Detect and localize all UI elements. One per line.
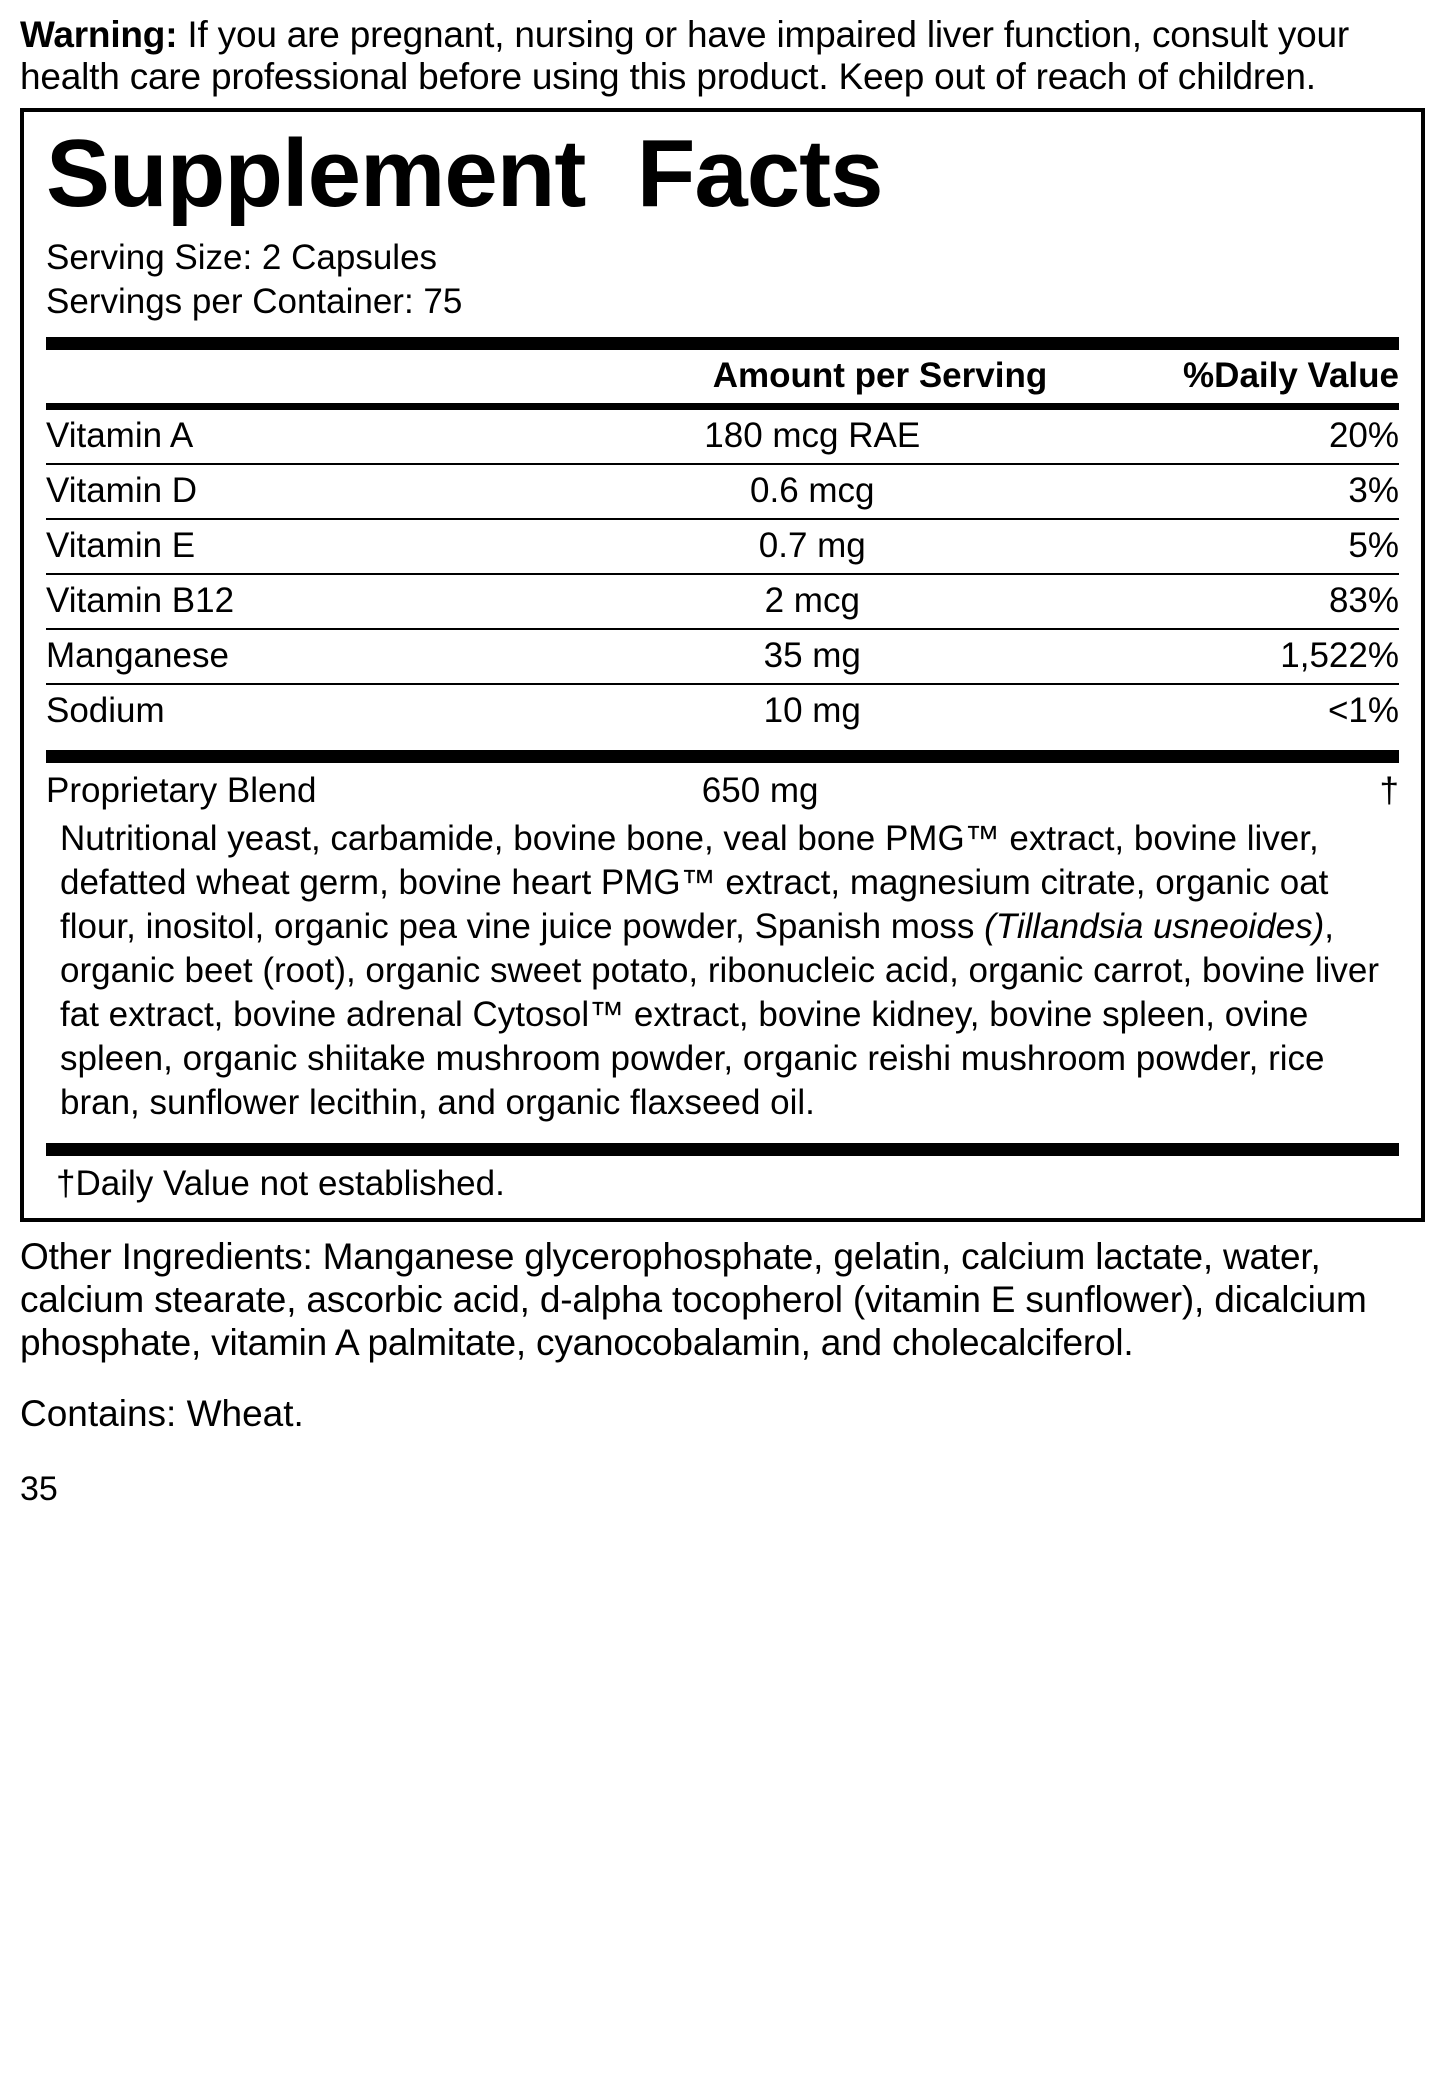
blend-daily-value: †: [1379, 770, 1399, 810]
blend-amount: 650 mg: [701, 770, 819, 810]
nutrient-name: Vitamin E: [46, 519, 533, 574]
nutrient-daily-value: 20%: [1328, 415, 1399, 455]
table-row: [46, 684, 1399, 738]
blend-ingredient-list: [46, 817, 1399, 1132]
header-daily-value: %Daily Value: [1183, 355, 1399, 395]
contains-statement: Contains: Wheat.: [20, 1392, 304, 1434]
blend-ingredients-part2: , organic beet (root), organic sweet potato, ribonucleic acid, organic carrot, bovine liver fat extract, bovine adrenal Cytosol™ extract, bovine kidney, bovine spleen, ovine spleen, organic shiitake mushroom powder, organic reishi mushroom powder, rice bran, sunflower lecithin, and organic flaxseed oil.: [60, 906, 1380, 1123]
nutrient-name: Vitamin D: [46, 464, 533, 519]
nutrient-name: Vitamin A: [46, 415, 194, 455]
nutrient-name: Vitamin B12: [46, 574, 533, 629]
nutrition-table: [46, 350, 1399, 403]
nutrient-name: Sodium: [46, 684, 533, 738]
nutrient-amount: 0.7 mg: [533, 519, 1092, 574]
divider-heavy-top: [46, 337, 1399, 350]
table-row: [46, 574, 1399, 629]
serving-size: Serving Size: 2 Capsules: [46, 238, 438, 278]
nutrient-daily-value: <1%: [1092, 684, 1399, 738]
supplement-facts-panel: [20, 108, 1425, 1222]
nutrient-amount: 10 mg: [533, 684, 1092, 738]
nutrient-daily-value: 83%: [1092, 574, 1399, 629]
nutrient-name: Manganese: [46, 629, 533, 684]
nutrient-amount: 180 mcg RAE: [704, 415, 921, 455]
blend-ingredients-part1: Nutritional yeast, carbamide, bovine bone, veal bone PMG™ extract, bovine liver, defatted wheat germ, bovine heart PMG™ extract, magnesium citrate, organic oat flour, inositol, organic pea vine juice powder, Spanish moss: [60, 818, 1329, 946]
nutrient-daily-value: 1,522%: [1092, 629, 1399, 684]
table-row: [46, 519, 1399, 574]
table-row: [46, 629, 1399, 684]
panel-title: Supplement Facts: [46, 120, 883, 228]
header-amount-per-serving: Amount per Serving: [712, 355, 1048, 395]
blend-name: Proprietary Blend: [46, 770, 317, 810]
divider-heavy-above-blend: [46, 750, 1399, 763]
other-ingredients: Other Ingredients: Manganese glycerophosphate, gelatin, calcium lactate, water, calcium stearate, ascorbic acid, d-alpha tocopherol (vitamin E sunflower), dicalcium phosphate, vitamin A palmitate, cyanocobalamin, and cholecalciferol.: [20, 1236, 1367, 1363]
nutrient-amount: 2 mcg: [533, 574, 1092, 629]
divider-heavy-below-blend: [46, 1143, 1399, 1156]
daily-value-footnote: †Daily Value not established.: [56, 1164, 505, 1204]
nutrition-table-header: [46, 350, 1399, 403]
warning-paragraph: [20, 14, 1410, 98]
proprietary-blend-row: [46, 763, 1399, 817]
servings-per-container: Servings per Container: 75: [46, 282, 463, 322]
divider-medium-under-header: [46, 403, 1399, 410]
nutrient-amount: 0.6 mcg: [533, 464, 1092, 519]
header-blank: [46, 350, 533, 403]
nutrient-daily-value: 5%: [1092, 519, 1399, 574]
nutrient-amount: 35 mg: [533, 629, 1092, 684]
table-row: [46, 410, 1399, 464]
blend-ingredients-botanical-name: (Tillandsia usneoides): [984, 906, 1325, 946]
nutrient-daily-value: 3%: [1092, 464, 1399, 519]
warning-label: Warning:: [20, 14, 178, 55]
table-row: [46, 464, 1399, 519]
warning-text: If you are pregnant, nursing or have impaired liver function, consult your health care professional before using this product. Keep out of reach of children.: [20, 14, 1350, 98]
page-number: 35: [20, 1469, 58, 1508]
nutrient-rows-table: [46, 410, 1399, 738]
